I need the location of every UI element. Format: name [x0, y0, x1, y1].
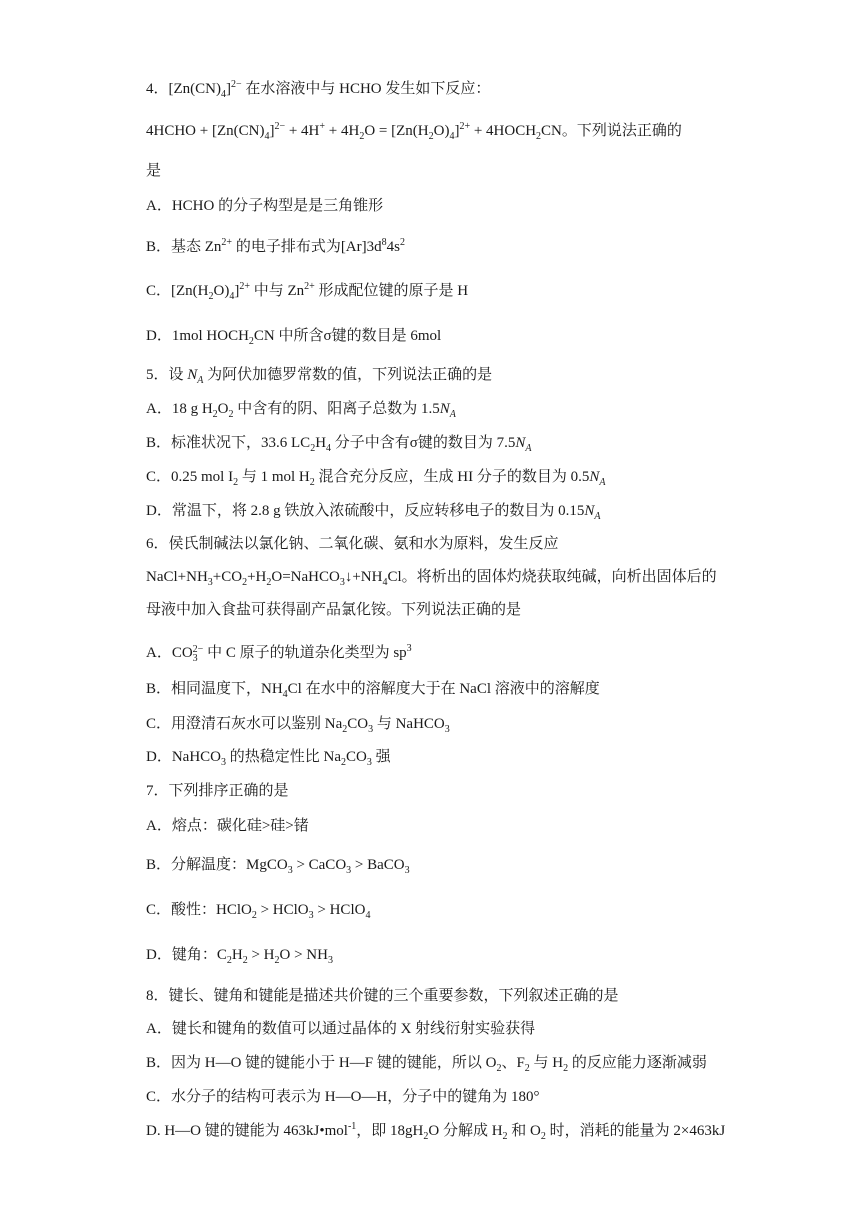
q4-option-a: A．HCHO 的分子构型是是三角锥形 — [146, 198, 384, 214]
q6-line3: 母液中加入食盐可获得副产品氯化铵。下列说法正确的是 — [146, 602, 522, 618]
q8-stem: 8．键长、键角和键能是描述共价键的三个重要参数，下列叙述正确的是 — [146, 988, 619, 1004]
q7-option-a: A．熔点：碳化硅>硅>锗 — [146, 818, 309, 834]
q8-option-b: B．因为 H—O 键的键能小于 H—F 键的键能，所以 $O_2$、$F_2$ 与 $H_2$ 的反应能力逐渐减弱 — [146, 1055, 707, 1074]
q7-option-d: D．键角：$C_2H_2 > H_2O > NH_3$ — [146, 947, 333, 966]
q4-equation-tail: 。下列说法正确的 — [561, 123, 682, 139]
q5-option-d: D．常温下，将 2.8 g 铁放入浓硫酸中，反应转移电子的数目为 $0.15N_A$ — [146, 503, 601, 522]
q7-option-b: B．分解温度：MgCO$_3$ > CaCO$_3$ > BaCO$_3$ — [146, 857, 410, 876]
q7-stem: 7．下列排序正确的是 — [146, 783, 289, 799]
q6-option-a: A．CO 2− 3 中 C 原子的轨道杂化类型为 $sp^3$ — [146, 643, 412, 664]
q6-option-b: B．相同温度下，$NH_4Cl$ 在水中的溶解度大于在 NaCl 溶液中的溶解度 — [146, 681, 600, 700]
q4-stem-end: 是 — [146, 163, 162, 179]
q5-stem: 5．设 $N_A$ 为阿伏加德罗常数的值，下列说法正确的是 — [146, 367, 493, 386]
q5-option-b: B．标准状况下，33.6 $LC_2H_4$ 分子中含有σ键的数目为 $7.5N_A$ — [146, 435, 532, 454]
q8-option-c: C．水分子的结构可表示为 H—O—H，分子中的键角为 180° — [146, 1089, 540, 1105]
q8-option-a: A．键长和键角的数值可以通过晶体的 X 射线衍射实验获得 — [146, 1021, 536, 1037]
q8-option-d: D. H—O 键的键能为 463kJ•mol$^{-1}$，即 $18gH_2O$ 分解成 $H_2$ 和 $O_2$ 时，消耗的能量为 2×463kJ — [146, 1121, 726, 1142]
q7-option-c: C．酸性：HClO$_2$ > HClO$_3$ > HClO$_4$ — [146, 902, 371, 921]
q6-option-c: C．用澄清石灰水可以鉴别 $Na_2CO_3$ 与 NaHCO$_3$ — [146, 716, 450, 735]
q5-option-a: A．18 g $H_2O_2$ 中含有的阴、阳离子总数为 $1.5N_A$ — [146, 401, 456, 420]
q4-option-c: C．$[Zn(H_2O)_4]^{2+}$ 中与 $Zn^{2+}$ 形成配位键的原子是 H — [146, 281, 469, 302]
q4-option-b: B．基态 $Zn^{2+}$ 的电子排布式为$[Ar]3d^84s^2$ — [146, 237, 405, 255]
q5-option-c: C．0.25 mol $I_2$ 与 1 mol $H_2$ 混合充分反应，生成 HI 分子的数目为 $0.5N_A$ — [146, 469, 606, 488]
q6-line2: $NaCl+NH_3+CO_2+H_2O=NaHCO_3↓+NH_4Cl$。将析出的固体灼烧获取纯碱，向析出固体后的 — [146, 569, 717, 588]
q6-option-d: D．NaHCO$_3$ 的热稳定性比 $Na_2CO_3$ 强 — [146, 749, 391, 768]
q4-stem: 4．$[Zn(CN)_4]^{2-}$ 在水溶液中与 HCHO 发生如下反应： — [146, 79, 491, 100]
q4-equation — [146, 120, 800, 142]
q6-stem: 6．侯氏制碱法以氯化钠、二氧化碳、氨和水为原料，发生反应 — [146, 536, 559, 552]
q4-equation-formula: 4HCHO + $[Zn(CN)_4]^{2-} + 4H^+ + 4H_2O = [Zn(H_2O)_4]^{2+}$ + $4HOCH_2CN$ — [146, 121, 562, 142]
q4-option-d: D．1mol $HOCH_2CN$ 中所含σ键的数目是 6mol — [146, 328, 442, 347]
